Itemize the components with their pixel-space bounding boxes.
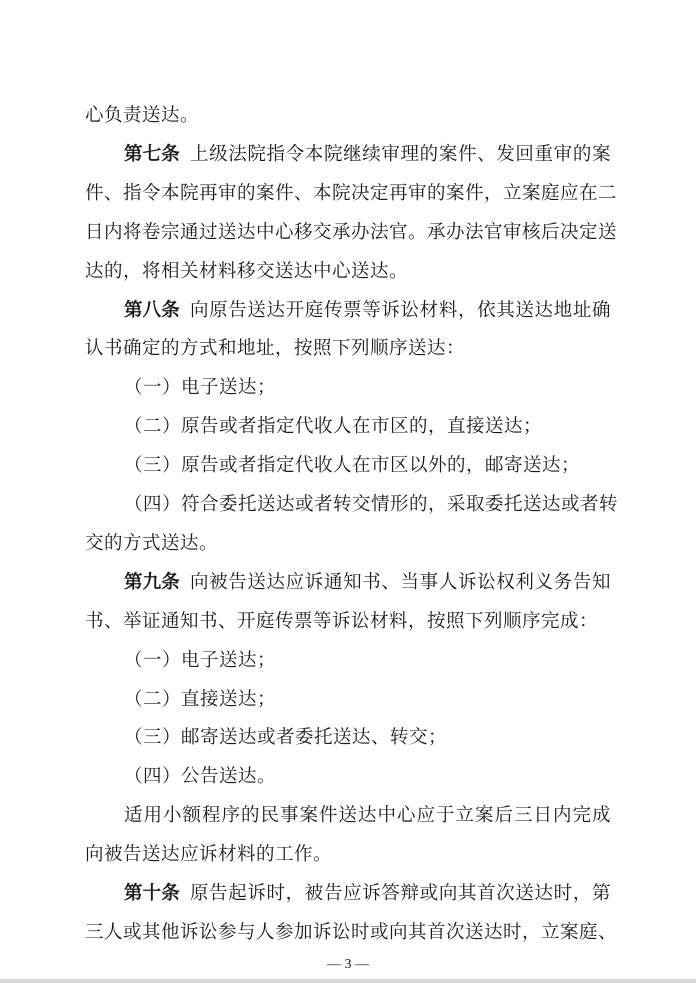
line-text: 向被告送达应诉通知书、当事人诉讼权利义务告知 [189, 571, 611, 593]
line-text: 书、举证通知书、开庭传票等诉讼材料，按照下列顺序完成： [85, 610, 599, 632]
line-text: 心负责送达。 [85, 105, 200, 126]
text-line [85, 916, 618, 950]
article-9-first-line [124, 566, 611, 600]
page-bottom-divider [0, 979, 696, 983]
line-text: 交的方式送达。 [85, 532, 219, 554]
line-text: 适用小额程序的民事案件送达中心应于立案后三日内完成 [124, 805, 611, 827]
list-item [124, 371, 611, 405]
text-line [85, 605, 611, 639]
article-10-first-line [124, 877, 611, 911]
list-item [124, 410, 611, 444]
text-line [85, 255, 611, 289]
text-line [85, 99, 611, 133]
text-line [85, 527, 611, 561]
article-8-first-line [124, 294, 611, 328]
line-text: 认书确定的方式和地址，按照下列顺序送达： [85, 338, 466, 360]
line-text: （四）符合委托送达或者转交情形的，采取委托送达或者转 [124, 494, 619, 515]
line-text: 向被告送达应诉材料的工作。 [85, 844, 333, 866]
line-text: 向原告送达开庭传票等诉讼材料，依其送达地址确 [189, 299, 611, 321]
line-text: 达的，将相关材料移交送达中心送达。 [85, 260, 409, 282]
line-text: 日内将卷宗通过送达中心移交承办法官。承办法官审核后决定送 [85, 221, 618, 243]
line-text: （三）原告或者指定代收人在市区以外的，邮寄送达； [124, 455, 581, 477]
list-item [124, 488, 619, 522]
article-7-first-line [124, 138, 611, 172]
list-item [124, 449, 611, 483]
list-item [124, 760, 611, 794]
list-item [124, 721, 611, 755]
list-item [124, 644, 611, 678]
line-text: 上级法院指令本院继续审理的案件、发回重审的案 [189, 143, 611, 165]
text-line [85, 216, 618, 250]
line-text: （三）邮寄送达或者委托送达、转交； [124, 727, 448, 749]
line-text: 三人或其他诉讼参与人参加诉讼时或向其首次送达时，立案庭、 [85, 921, 618, 943]
line-text: （一）电子送达； [124, 649, 277, 671]
line-text: （一）电子送达； [124, 377, 277, 399]
article-7-heading: 第七条 [124, 143, 180, 165]
article-10-heading: 第十条 [124, 883, 180, 904]
line-text: 件、指令本院再审的案件、本院决定再审的案件，立案庭应在二 [85, 182, 618, 204]
text-line [85, 332, 611, 366]
list-item [124, 683, 611, 717]
text-line [124, 799, 611, 833]
text-line [85, 838, 611, 872]
article-8-heading: 第八条 [124, 299, 180, 321]
line-text: （二）原告或者指定代收人在市区的，直接送达； [124, 416, 543, 438]
text-line [85, 177, 618, 211]
line-text: （二）直接送达； [124, 688, 277, 710]
line-text: 原告起诉时，被告应诉答辩或向其首次送达时，第 [189, 883, 611, 904]
page-number: — 3 — [327, 957, 369, 972]
article-9-heading: 第九条 [124, 571, 180, 593]
line-text: （四）公告送达。 [124, 766, 277, 788]
